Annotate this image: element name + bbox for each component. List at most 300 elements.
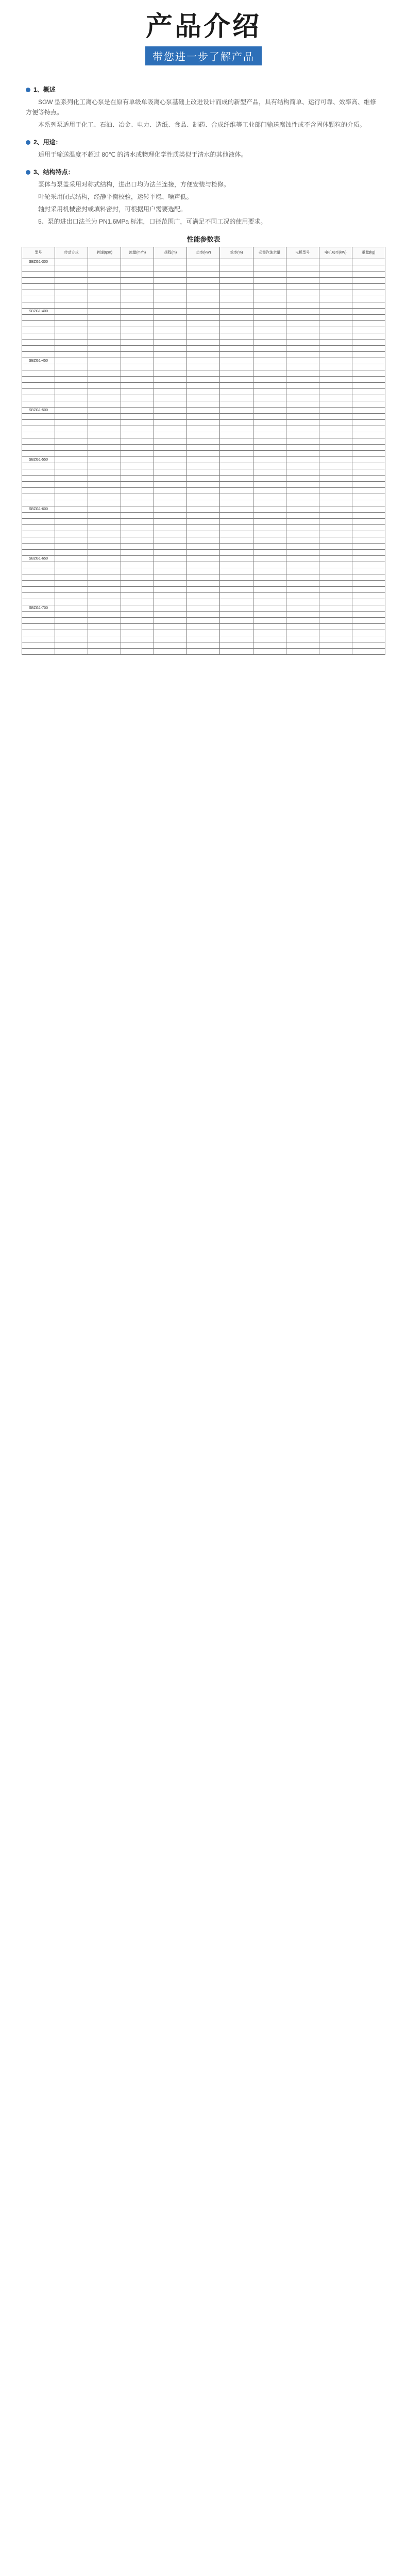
table-cell [220,296,253,302]
table-cell [319,630,352,636]
table-cell [55,476,88,482]
table-cell [187,519,220,525]
table-cell [187,556,220,562]
table-cell [154,426,187,432]
table-cell [286,612,319,618]
table-cell [220,500,253,506]
table-cell [88,438,121,445]
table-cell [22,451,55,457]
table-cell [187,513,220,519]
table-cell [220,265,253,272]
table-cell [352,333,385,340]
table-cell [286,550,319,556]
table-cell [187,636,220,642]
table-cell [154,556,187,562]
table-row [22,309,385,315]
table-cell [55,445,88,451]
table-cell [55,568,88,574]
table-cell [220,513,253,519]
table-cell [187,506,220,513]
table-cell [319,506,352,513]
table-cell [121,642,154,649]
table-cell [319,612,352,618]
table-cell [253,352,286,358]
table-cell [286,463,319,469]
table-cell [121,278,154,284]
table-cell [88,265,121,272]
table-cell [154,550,187,556]
table-cell [121,432,154,438]
table-cell: SBZG1-600 [22,506,55,513]
table-cell [220,302,253,309]
table-cell [88,618,121,624]
table-cell [286,605,319,612]
table-cell [286,562,319,568]
table-cell [352,488,385,494]
table-cell [220,364,253,370]
table-row [22,408,385,414]
table-cell [55,358,88,364]
table-cell [286,389,319,395]
table-cell [121,408,154,414]
table-cell [154,284,187,290]
table-cell [253,574,286,581]
table-title: 性能参数表 [186,235,221,243]
table-cell [88,525,121,531]
table-cell [55,587,88,593]
table-cell [286,568,319,574]
table-cell [88,537,121,544]
table-cell [286,574,319,581]
table-row [22,605,385,612]
table-cell [88,445,121,451]
table-cell [88,352,121,358]
table-cell [253,506,286,513]
table-cell [286,451,319,457]
table-cell [88,389,121,395]
table-cell [154,476,187,482]
table-cell [121,364,154,370]
table-cell [154,537,187,544]
table-row [22,500,385,506]
table-cell [187,574,220,581]
table-cell [22,649,55,655]
table-cell [55,302,88,309]
table-cell [187,649,220,655]
table-cell [319,408,352,414]
table-cell [187,445,220,451]
column-header: 电机型号 [286,247,319,259]
table-cell [253,346,286,352]
table-cell [286,426,319,432]
table-cell [352,537,385,544]
table-cell [220,649,253,655]
table-cell: SBZG1-550 [22,457,55,463]
table-cell [121,537,154,544]
table-cell [88,562,121,568]
table-cell [22,284,55,290]
table-cell [253,451,286,457]
table-cell [121,272,154,278]
table-cell [121,513,154,519]
table-cell [319,309,352,315]
table-cell [55,525,88,531]
table-cell [55,642,88,649]
table-cell [121,500,154,506]
table-cell [220,432,253,438]
table-cell [352,531,385,537]
table-cell [286,593,319,599]
table-row [22,420,385,426]
table-cell [22,321,55,327]
table-cell [121,463,154,469]
table-cell [22,265,55,272]
table-cell [22,432,55,438]
table-cell [88,346,121,352]
table-cell [88,358,121,364]
table-cell [220,581,253,587]
table-cell [319,426,352,432]
table-cell [253,432,286,438]
table-cell [121,383,154,389]
table-cell [220,488,253,494]
table-cell [253,587,286,593]
table-cell [88,636,121,642]
page-subtitle: 带您进一步了解产品 [145,46,262,65]
table-cell [352,259,385,265]
table-row [22,537,385,544]
table-cell [253,383,286,389]
table-cell [253,445,286,451]
table-cell [187,599,220,605]
table-cell [88,432,121,438]
table-cell [286,358,319,364]
table-cell [55,612,88,618]
table-cell [220,599,253,605]
table-cell [286,364,319,370]
table-cell [187,302,220,309]
table-cell [253,420,286,426]
table-cell [286,624,319,630]
table-cell [253,525,286,531]
table-cell [121,420,154,426]
table-cell [88,556,121,562]
table-cell [55,414,88,420]
table-cell [187,352,220,358]
table-row [22,494,385,500]
table-cell [22,377,55,383]
table-cell [88,463,121,469]
table-cell [220,494,253,500]
table-cell [352,457,385,463]
table-cell [319,500,352,506]
table-cell [319,445,352,451]
table-cell [55,272,88,278]
table-row [22,550,385,556]
table-cell [55,284,88,290]
table-cell [187,482,220,488]
table-row [22,624,385,630]
table-cell [319,272,352,278]
table-cell [352,389,385,395]
section-heading-text: 2、用途： [33,139,62,146]
table-cell [22,568,55,574]
table-cell [154,333,187,340]
table-cell [319,333,352,340]
table-cell [253,649,286,655]
table-cell [352,265,385,272]
table-cell [187,550,220,556]
table-cell [319,482,352,488]
performance-table [22,247,385,655]
table-cell [220,630,253,636]
table-cell [253,642,286,649]
table-cell [154,568,187,574]
table-cell [22,513,55,519]
table-row [22,364,385,370]
table-cell [154,642,187,649]
table-cell [187,370,220,377]
table-cell [22,389,55,395]
table-cell [286,469,319,476]
table-cell [22,346,55,352]
table-row [22,488,385,494]
table-cell [319,581,352,587]
column-header: 传动方式 [55,247,88,259]
table-cell [88,506,121,513]
table-cell [55,488,88,494]
column-header: 型号 [22,247,55,259]
table-cell [154,315,187,321]
table-cell [319,513,352,519]
table-cell [154,432,187,438]
table-cell [154,272,187,278]
table-cell [154,463,187,469]
table-cell [319,476,352,482]
table-cell [55,364,88,370]
table-cell [22,469,55,476]
table-cell [22,599,55,605]
table-row [22,401,385,408]
table-cell [154,587,187,593]
table-cell [319,358,352,364]
table-cell [55,389,88,395]
table-cell [88,476,121,482]
table-cell [352,352,385,358]
table-row [22,612,385,618]
table-cell [286,525,319,531]
table-cell [220,544,253,550]
table-cell [88,649,121,655]
table-cell [121,327,154,333]
table-cell [187,284,220,290]
table-row [22,581,385,587]
table-row [22,333,385,340]
table-cell [220,445,253,451]
table-cell [187,568,220,574]
table-cell [286,587,319,593]
table-cell [121,457,154,463]
table-cell [286,284,319,290]
table-cell [220,401,253,408]
table-cell [121,649,154,655]
table-cell [187,340,220,346]
table-cell [319,574,352,581]
table-cell [187,272,220,278]
table-cell [253,500,286,506]
table-cell [187,364,220,370]
section-paragraph: SGW 型系列化工离心泵是在原有单级单吸离心泵基础上改进设计而成的新型产品，具有结构简单、运行可靠、效率高、维修方便等特点。 [26,98,377,116]
table-row [22,574,385,581]
table-cell [88,408,121,414]
table-cell [220,457,253,463]
table-cell [286,581,319,587]
table-cell [253,408,286,414]
table-cell [286,346,319,352]
table-cell [352,593,385,599]
table-cell [88,284,121,290]
table-cell [55,278,88,284]
table-cell [220,346,253,352]
table-cell [88,259,121,265]
table-cell [22,383,55,389]
table-cell [187,420,220,426]
table-cell [187,488,220,494]
table-cell [253,284,286,290]
table-cell [319,618,352,624]
table-cell [319,414,352,420]
section-heading [26,167,381,177]
table-cell [22,544,55,550]
table-cell [253,494,286,500]
table-cell [187,315,220,321]
table-cell [154,488,187,494]
table-cell [121,302,154,309]
table-cell [352,321,385,327]
table-cell [121,469,154,476]
table-cell [187,500,220,506]
table-cell [55,649,88,655]
table-cell [55,494,88,500]
table-cell [22,593,55,599]
performance-tables [0,247,407,655]
table-cell [55,513,88,519]
table-cell [121,599,154,605]
table-cell [187,401,220,408]
table-cell [154,445,187,451]
table-cell [220,562,253,568]
table-row [22,618,385,624]
table-cell [352,290,385,296]
table-cell [55,469,88,476]
table-cell [319,364,352,370]
table-cell [22,420,55,426]
table-cell [22,500,55,506]
table-cell [55,537,88,544]
table-cell [187,457,220,463]
table-cell [352,649,385,655]
table-row [22,556,385,562]
table-cell [187,451,220,457]
section-paragraph: 泵体与泵盖采用对称式结构，进出口均为法兰连接，方便安装与检修。 [38,181,230,188]
table-row [22,463,385,469]
table-row [22,562,385,568]
table-cell [88,315,121,321]
table-cell [286,408,319,414]
table-cell [22,395,55,401]
table-cell [88,296,121,302]
table-cell [220,506,253,513]
table-cell [286,321,319,327]
table-cell [121,624,154,630]
table-cell [253,315,286,321]
table-cell [253,531,286,537]
table-cell [253,544,286,550]
table-cell [187,494,220,500]
table-cell [352,642,385,649]
table-cell [88,494,121,500]
table-cell [22,426,55,432]
table-cell [154,438,187,445]
table-cell [319,488,352,494]
table-cell [319,531,352,537]
table-cell [352,414,385,420]
table-cell [352,506,385,513]
table-cell [253,476,286,482]
table-cell [22,537,55,544]
table-cell [22,315,55,321]
table-cell [88,451,121,457]
table-cell [22,327,55,333]
table-cell [220,469,253,476]
table-cell [286,649,319,655]
table-cell [55,290,88,296]
table-row [22,599,385,605]
table-cell [55,321,88,327]
table-cell [154,469,187,476]
table-cell [253,562,286,568]
page-title: 产品介绍 [145,12,261,42]
table-cell [286,272,319,278]
table-cell [22,414,55,420]
table-cell [319,265,352,272]
table-cell [253,519,286,525]
table-cell [220,383,253,389]
table-cell [154,259,187,265]
table-cell [352,296,385,302]
table-cell [55,605,88,612]
table-cell [319,469,352,476]
table-cell [88,519,121,525]
table-cell [220,618,253,624]
table-cell [220,550,253,556]
table-cell [154,370,187,377]
table-cell [352,581,385,587]
table-cell [352,469,385,476]
table-cell [88,420,121,426]
table-cell [154,358,187,364]
table-cell [319,649,352,655]
table-cell [55,377,88,383]
column-header: 重量(kg) [352,247,385,259]
table-cell [22,438,55,445]
table-cell [220,463,253,469]
table-cell [187,581,220,587]
table-cell [55,482,88,488]
table-cell [55,401,88,408]
table-cell [22,370,55,377]
table-cell [352,618,385,624]
